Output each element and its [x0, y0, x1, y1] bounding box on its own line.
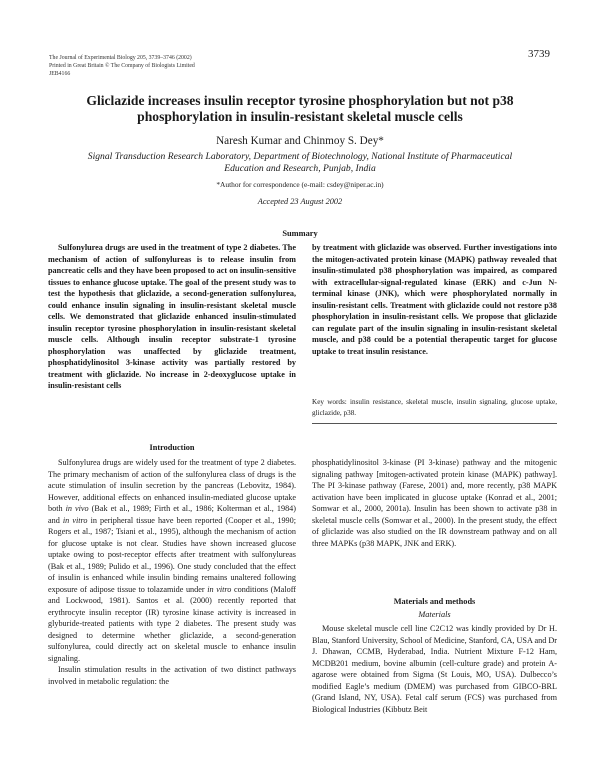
article-title [40, 93, 560, 125]
journal-header [49, 54, 195, 78]
affiliation [50, 151, 550, 175]
introduction-right-column [312, 457, 557, 549]
affiliation-line-2: Education and Research, Punjab, India [224, 163, 376, 174]
journal-printed: Printed in Great Britain © The Company of Biologists Limited [49, 63, 195, 69]
introduction-heading: Introduction [149, 443, 195, 452]
accepted-date: Accepted 23 August 2002 [257, 197, 343, 206]
keywords: Key words: insulin resistance, skeletal muscle, insulin signaling, glucose uptake, gliclazide, p38. [312, 398, 557, 418]
affiliation-line-1: Signal Transduction Research Laboratory, Department of Biotechnology, National Institute of Pharmaceutical [87, 151, 513, 162]
summary-left-column: Sulfonylurea drugs are used in the treatment of type 2 diabetes. The mechanism of action of sulfonylureas is to release insulin from pancreatic cells and they have been proposed to act on insulin-sensitive tissues to enhance glucose uptake. The goal of the present study was to test the hypothesis that gliclazide, a second-generation sulfonylurea, could enhance insulin signaling in insulin-resistant skeletal muscle cells. We demonstrated that gliclazide enhanced insulin-stimulated insulin receptor tyrosine phosphorylation in insulin-resistant skeletal muscle cells. Although insulin receptor substrate-1 tyrosine phosphorylation was unaffected by gliclazide treatment, phosphatidylinositol 3-kinase activity was partially restored by treatment with gliclazide. No increase in 2-deoxyglucose uptake in insulin-resistant cells [48, 243, 296, 390]
title-line-1: Gliclazide increases insulin receptor tyrosine phosphorylation but not p38 [86, 93, 514, 108]
page-number: 3739 [528, 48, 550, 60]
summary-right-column: by treatment with gliclazide was observed. Further investigations into the mitogen-activated protein kinase (MAPK) pathway revealed that insulin-stimulated p38 phosphorylation was impaired, as compared with extracellular-signal-regulated kinase (ERK) and c-Jun N-terminal kinase (JNK), which were phosphorylated normally in insulin-resistant cells. Treatment with gliclazide could not restore p38 phosphorylation in insulin-resistant cells. We propose that gliclazide can regulate part of the insulin signaling in insulin-resistant skeletal muscle, and p38 could be a potential therapeutic target for glucose uptake to treat insulin resistance. [312, 243, 557, 356]
title-line-2: phosphorylation in insulin-resistant skeletal muscle cells [137, 109, 463, 124]
section-divider [312, 423, 557, 424]
materials-paragraph-1: Mouse skeletal muscle cell line C2C12 was kindly provided by Dr H. Blau, Stanford University, School of Medicine, Stanford, CA, USA and Dr J. Dhawan, CCMB, Hyderabad, India. Nutrient Mixture F-12 Ham, MCDB201 medium, bovine albumin (cell-culture grade) and protein A-agarose were obtained from Sigma (St Louis, MO, USA). Dulbecco’s modified Eagle’s medium (DMEM) was purchased from GIBCO-BRL (Grand Island, NY, USA). Fetal calf serum (FCS) was purchased from Biological Industries (Kibbutz Beit [312, 624, 557, 714]
summary-heading: Summary [282, 229, 318, 238]
introduction-paragraph-2: Insulin stimulation results in the activation of two distinct pathways involved in metabolic regulation: the [48, 665, 296, 686]
correspondence: *Author for correspondence (e-mail: csdey@niper.ac.in) [216, 180, 384, 189]
journal-citation: The Journal of Experimental Biology 205, 3739–3746 (2002) [49, 55, 192, 61]
journal-id: JEB4166 [49, 71, 71, 77]
materials-subheading: Materials [418, 610, 451, 619]
methods-heading: Materials and methods [393, 597, 476, 606]
introduction-paragraph-2-continued: phosphatidylinositol 3-kinase (PI 3-kinase) pathway and the mitogenic signaling pathway [mitogen-activated protein kinase (MAPK) pathway]. The PI 3-kinase pathway (Farese, 2001) and, more recently, p38 MAPK activation have been implicated in glucose uptake (Konrad et al., 2001; Somwar et al., 2000, 2001a). Insulin has been shown to activate p38 in skeletal muscle cells (Somwar et al., 2000). In the present study, the effect of gliclazide was also studied on the IR downstream pathway and on all three MAPKs (p38 MAPK, JNK and ERK). [312, 458, 557, 548]
introduction-paragraph-1: Sulfonylurea drugs are widely used for the treatment of type 2 diabetes. The primary mechanism of action of the sulfonylurea class of drugs is the acute stimulation of insulin secretion by the pancreas (Lebovitz, 1984). However, additional effects on enhanced insulin-mediated glucose uptake both in vivo (Bak et al., 1989; Firth et al., 1986; Kolterman et al., 1984) and in vitro in peripheral tissue have been reported (Cooper et al., 1990; Rogers et al., 1987; Tsiani et al., 1995), although the mechanism of action for glucose uptake is not clear. Studies have shown increased glucose uptake owing to post-receptor effects after treatment with sulfonylureas (Bak et al., 1989; Pulido et al., 1996). One study concluded that the effect of insulin is enhanced while insulin binding remains unaltered following exposure of adipose tissue to tolazamide under in vitro conditions (Maloff and Lockwood, 1981). Santos et al. (2000) recently reported that erythrocyte insulin receptor (IR) tyrosine kinase activity is increased in glyburide-treated patients with type 2 diabetes. The present study was designed to determine whether gliclazide, a second-generation sulfonylurea, could directly act on skeletal muscle to enhance insulin signaling. [48, 458, 297, 663]
authors: Naresh Kumar and Chinmoy S. Dey* [216, 135, 384, 147]
materials-column [312, 623, 557, 715]
introduction-left-column [48, 457, 296, 687]
